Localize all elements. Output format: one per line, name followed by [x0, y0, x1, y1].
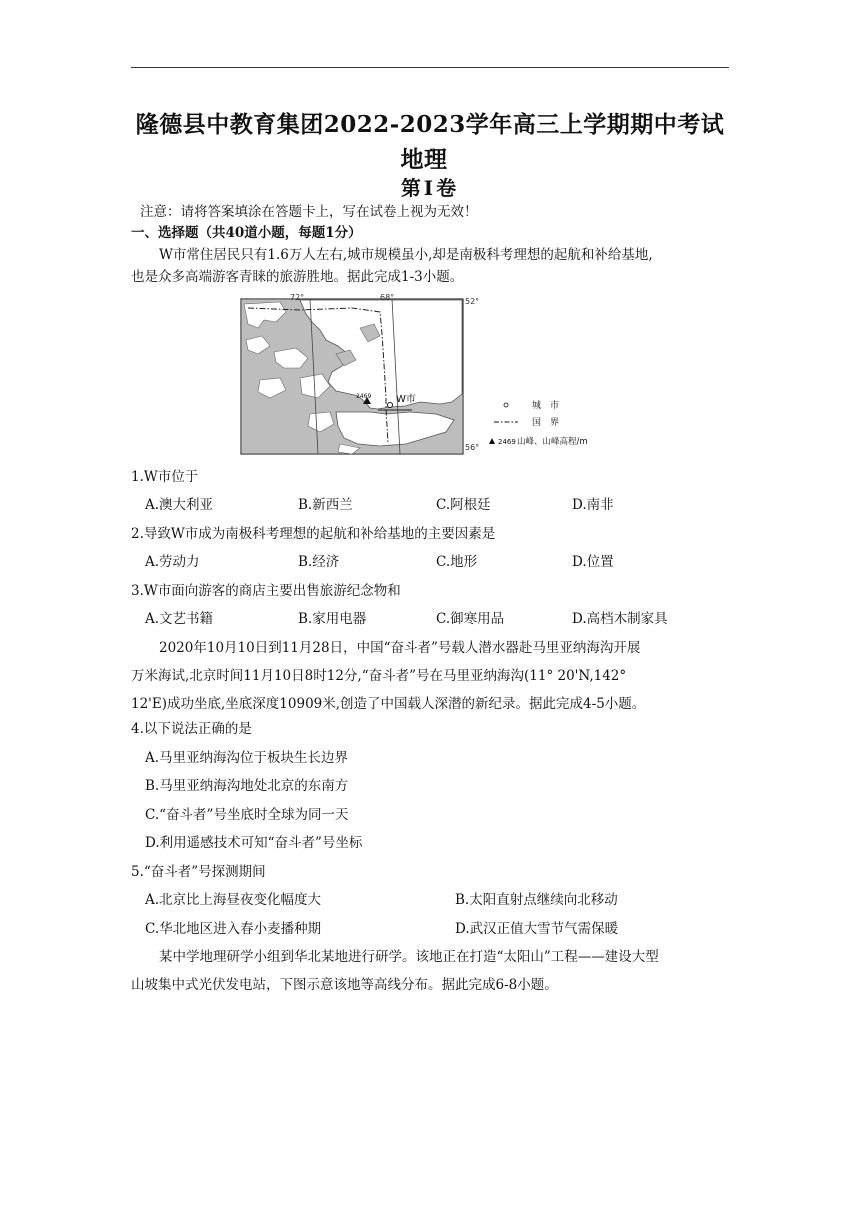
- question-2-option-d: D.位置: [572, 554, 614, 570]
- top-rule: [131, 67, 729, 68]
- question-2-stem: 2.导致W市成为南极科考理想的起航和补给基地的主要因素是: [131, 526, 496, 542]
- patagonia-map: [240, 294, 632, 456]
- notice: 注意：请将答案填涂在答题卡上，写在试卷上视为无效！: [140, 204, 478, 220]
- question-3-option-d: D.高档木制家具: [572, 611, 668, 627]
- question-3-option-a: A.文艺书籍: [145, 611, 214, 627]
- exam-title: 隆德县中教育集团2022-2023学年高三上学期期中考试: [135, 111, 725, 138]
- lat-label-52: 52°: [465, 297, 480, 306]
- question-4-option-d: D.利用遥感技术可知“奋斗者”号坐标: [145, 835, 363, 851]
- legend-city-icon: [504, 403, 508, 407]
- question-2-option-b: B.经济: [298, 554, 340, 570]
- question-3-option-c: C.御寒用品: [436, 611, 505, 627]
- peak-value: 2469: [356, 393, 372, 400]
- question-4-option-c: C.“奋斗者”号坐底时全球为同一天: [145, 807, 349, 823]
- section-title: 第Ⅰ卷: [400, 176, 460, 200]
- subject-title: 地理: [400, 146, 448, 173]
- legend-city: 城 市: [532, 401, 560, 411]
- question-1-stem: 1.W市位于: [131, 469, 199, 485]
- legend-border: 国 界: [532, 418, 560, 428]
- legend-peak: 山峰、山峰高程/m: [517, 437, 588, 447]
- passage-1-line-2: 也是众多高端游客青睐的旅游胜地。据此完成1-3小题。: [131, 269, 464, 285]
- question-5-option-b: B.太阳直射点继续向北移动: [455, 892, 618, 908]
- question-3-stem: 3.W市面向游客的商店主要出售旅游纪念物和: [131, 583, 401, 599]
- question-1-option-d: D.南非: [572, 497, 614, 513]
- lon-label-72: 72°: [290, 294, 305, 302]
- w-city-label: W市: [396, 394, 416, 405]
- lat-label-56: 56°: [465, 443, 480, 452]
- passage-2-line-2: 万米海试,北京时间11月10日8时12分,“奋斗者”号在马里亚纳海沟(11° 20'N,142°: [131, 668, 627, 684]
- question-4-option-b: B.马里亚纳海沟地处北京的东南方: [145, 778, 349, 794]
- question-5-stem: 5.“奋斗者”号探测期间: [131, 864, 266, 880]
- passage-2-line-3: 12'E)成功坐底,坐底深度10909米,创造了中国载人深潜的新纪录。据此完成4-5小题。: [131, 696, 646, 712]
- legend-peak-value: 2469: [498, 438, 516, 446]
- legend-peak-icon: [489, 438, 495, 444]
- w-city-marker: [388, 403, 393, 408]
- passage-2-line-1: 2020年10月10日到11月28日，中国“奋斗者”号载人潜水器赴马里亚纳海沟开展: [159, 640, 641, 656]
- question-1-option-a: A.澳大利亚: [145, 497, 214, 513]
- question-3-option-b: B.家用电器: [298, 611, 367, 627]
- question-4-option-a: A.马里亚纳海沟位于板块生长边界: [145, 750, 349, 766]
- question-1-option-c: C.阿根廷: [436, 497, 491, 513]
- lon-label-68: 68°: [380, 294, 395, 302]
- question-2-option-a: A.劳动力: [145, 554, 200, 570]
- question-5-option-a: A.北京比上海昼夜变化幅度大: [145, 892, 322, 908]
- passage-3-line-1: 某中学地理研学小组到华北某地进行研学。该地正在打造“太阳山”工程——建设大型: [159, 949, 659, 965]
- question-5-option-c: C.华北地区进入春小麦播种期: [145, 921, 322, 937]
- question-5-option-d: D.武汉正值大雪节气需保暖: [455, 921, 619, 937]
- passage-1-line-1: W市常住居民只有1.6万人左右,城市规模虽小,却是南极科考理想的起航和补给基地,: [159, 247, 653, 263]
- passage-3-line-2: 山坡集中式光伏发电站，下图示意该地等高线分布。据此完成6-8小题。: [131, 977, 558, 993]
- question-1-option-b: B.新西兰: [298, 497, 353, 513]
- question-4-stem: 4.以下说法正确的是: [131, 721, 252, 737]
- question-2-option-c: C.地形: [436, 554, 478, 570]
- part-heading: 一、选择题（共40道小题，每题1分）: [131, 225, 362, 241]
